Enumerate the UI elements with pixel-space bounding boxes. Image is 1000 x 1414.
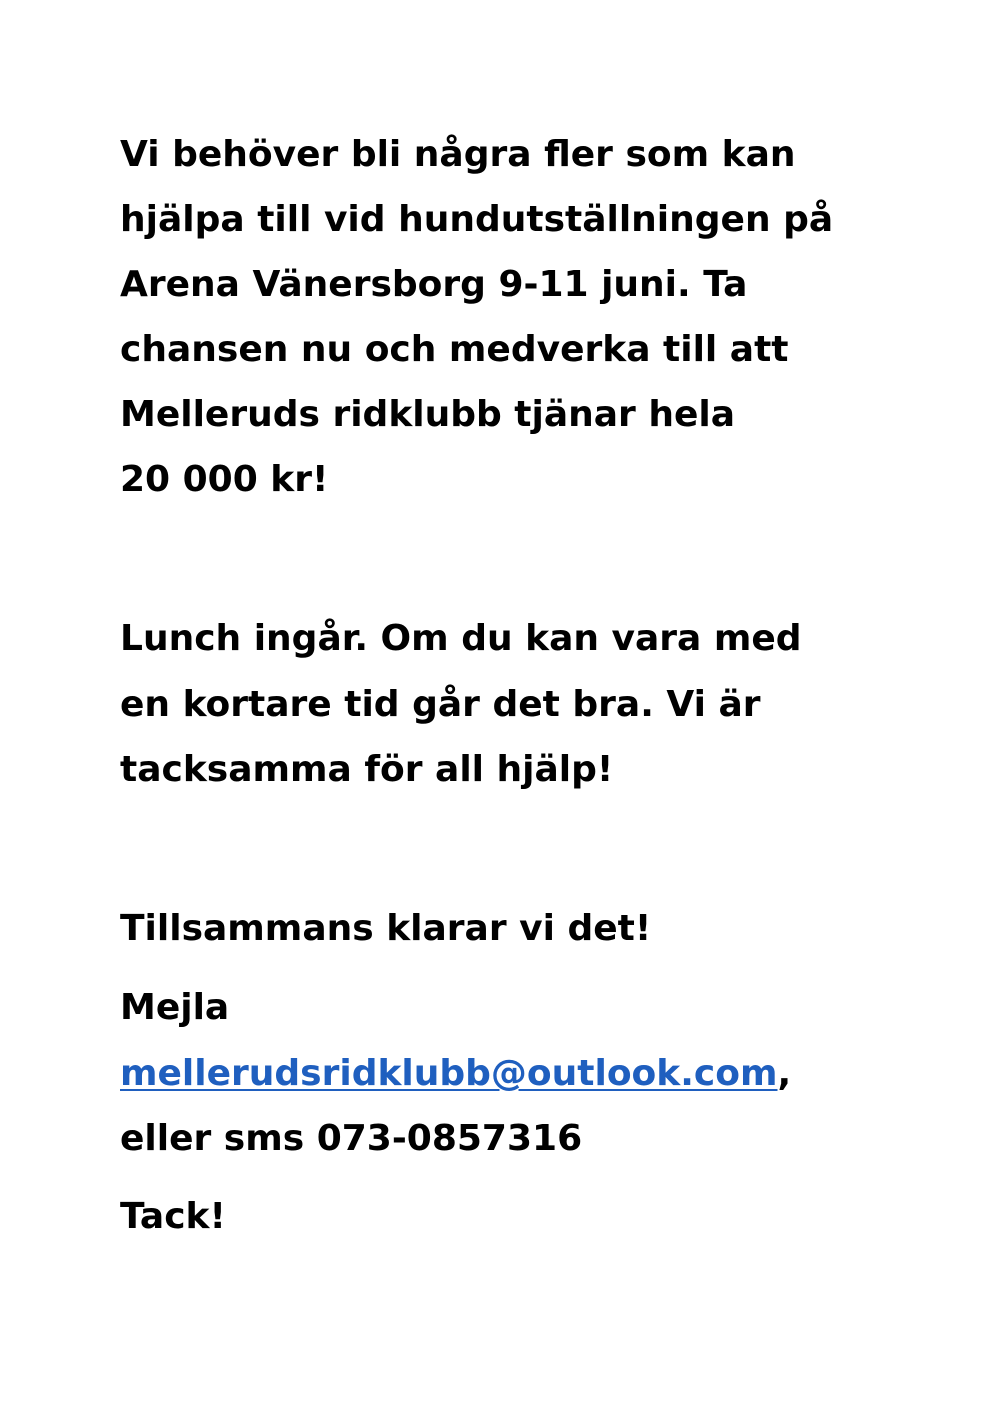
text-line: chansen nu och medverka till att — [120, 329, 789, 370]
text-line: Arena Vänersborg 9-11 juni. Ta — [120, 264, 748, 305]
text-line: Vi behöver bli några fler som kan — [120, 134, 796, 175]
text-line: hjälpa till vid hundutställningen på — [120, 199, 834, 240]
email-link[interactable]: mellerudsridklubb@outlook.com — [120, 1053, 778, 1094]
thanks-text: Tack! — [120, 1196, 226, 1237]
text-line: tacksamma för all hjälp! — [120, 749, 614, 790]
text-line: Melleruds ridklubb tjänar hela — [120, 394, 736, 435]
text-line: 20 000 kr! — [120, 459, 329, 500]
mejla-label: Mejla — [120, 987, 230, 1028]
text-line: en kortare tid går det bra. Vi är — [120, 684, 761, 725]
text-line: Lunch ingår. Om du kan vara med — [120, 618, 802, 659]
sms-text: eller sms 073-0857316 — [120, 1118, 583, 1159]
email-comma: , — [777, 1053, 792, 1094]
email-line — [120, 1052, 791, 1096]
closing-text: Tillsammans klarar vi det! — [120, 908, 652, 949]
